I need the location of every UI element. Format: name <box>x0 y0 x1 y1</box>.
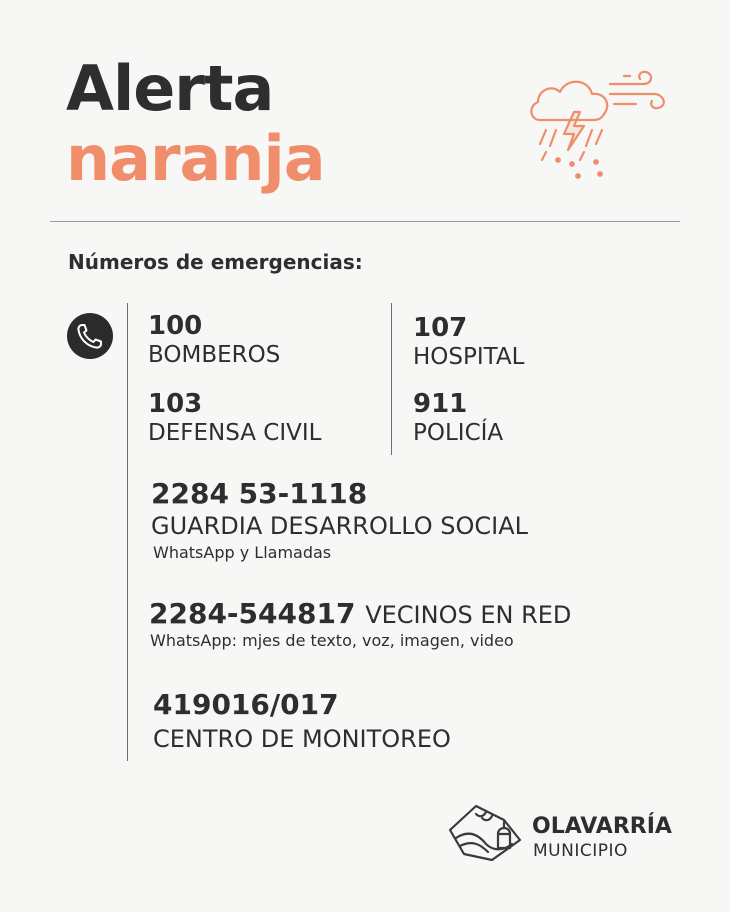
defensa-civil-number: 103 <box>148 389 203 419</box>
monitoreo-number: 419016/017 <box>153 688 339 721</box>
guardia-note: WhatsApp y Llamadas <box>153 543 332 562</box>
vecinos-number: 2284-544817 <box>149 597 356 630</box>
bomberos-label: BOMBEROS <box>148 342 281 368</box>
vecinos-label: VECINOS EN RED <box>365 601 572 629</box>
hospital-label: HOSPITAL <box>413 344 525 370</box>
vecinos-note: WhatsApp: mjes de texto, voz, imagen, video <box>150 631 514 650</box>
title-alerta: Alerta <box>66 52 274 125</box>
hospital-number: 107 <box>413 313 468 343</box>
policia-number: 911 <box>413 389 468 419</box>
logo-name: OLAVARRÍA <box>532 814 672 839</box>
storm-cloud-wind-icon <box>526 64 672 184</box>
divider <box>50 221 680 222</box>
vertical-separator <box>127 303 128 761</box>
defensa-civil-label: DEFENSA CIVIL <box>148 420 322 446</box>
phone-icon <box>67 313 113 359</box>
monitoreo-label: CENTRO DE MONITOREO <box>153 725 451 753</box>
logo-subtitle: MUNICIPIO <box>533 841 628 861</box>
olavarria-municipio-logo-icon <box>446 800 524 864</box>
vecinos-row <box>149 597 572 630</box>
guardia-label: GUARDIA DESARROLLO SOCIAL <box>151 512 529 540</box>
policia-label: POLICÍA <box>413 420 504 446</box>
guardia-number: 2284 53-1118 <box>151 477 368 510</box>
title-naranja: naranja <box>66 122 325 195</box>
vertical-separator-middle <box>391 303 392 455</box>
section-title: Números de emergencias: <box>68 250 363 274</box>
bomberos-number: 100 <box>148 311 203 341</box>
